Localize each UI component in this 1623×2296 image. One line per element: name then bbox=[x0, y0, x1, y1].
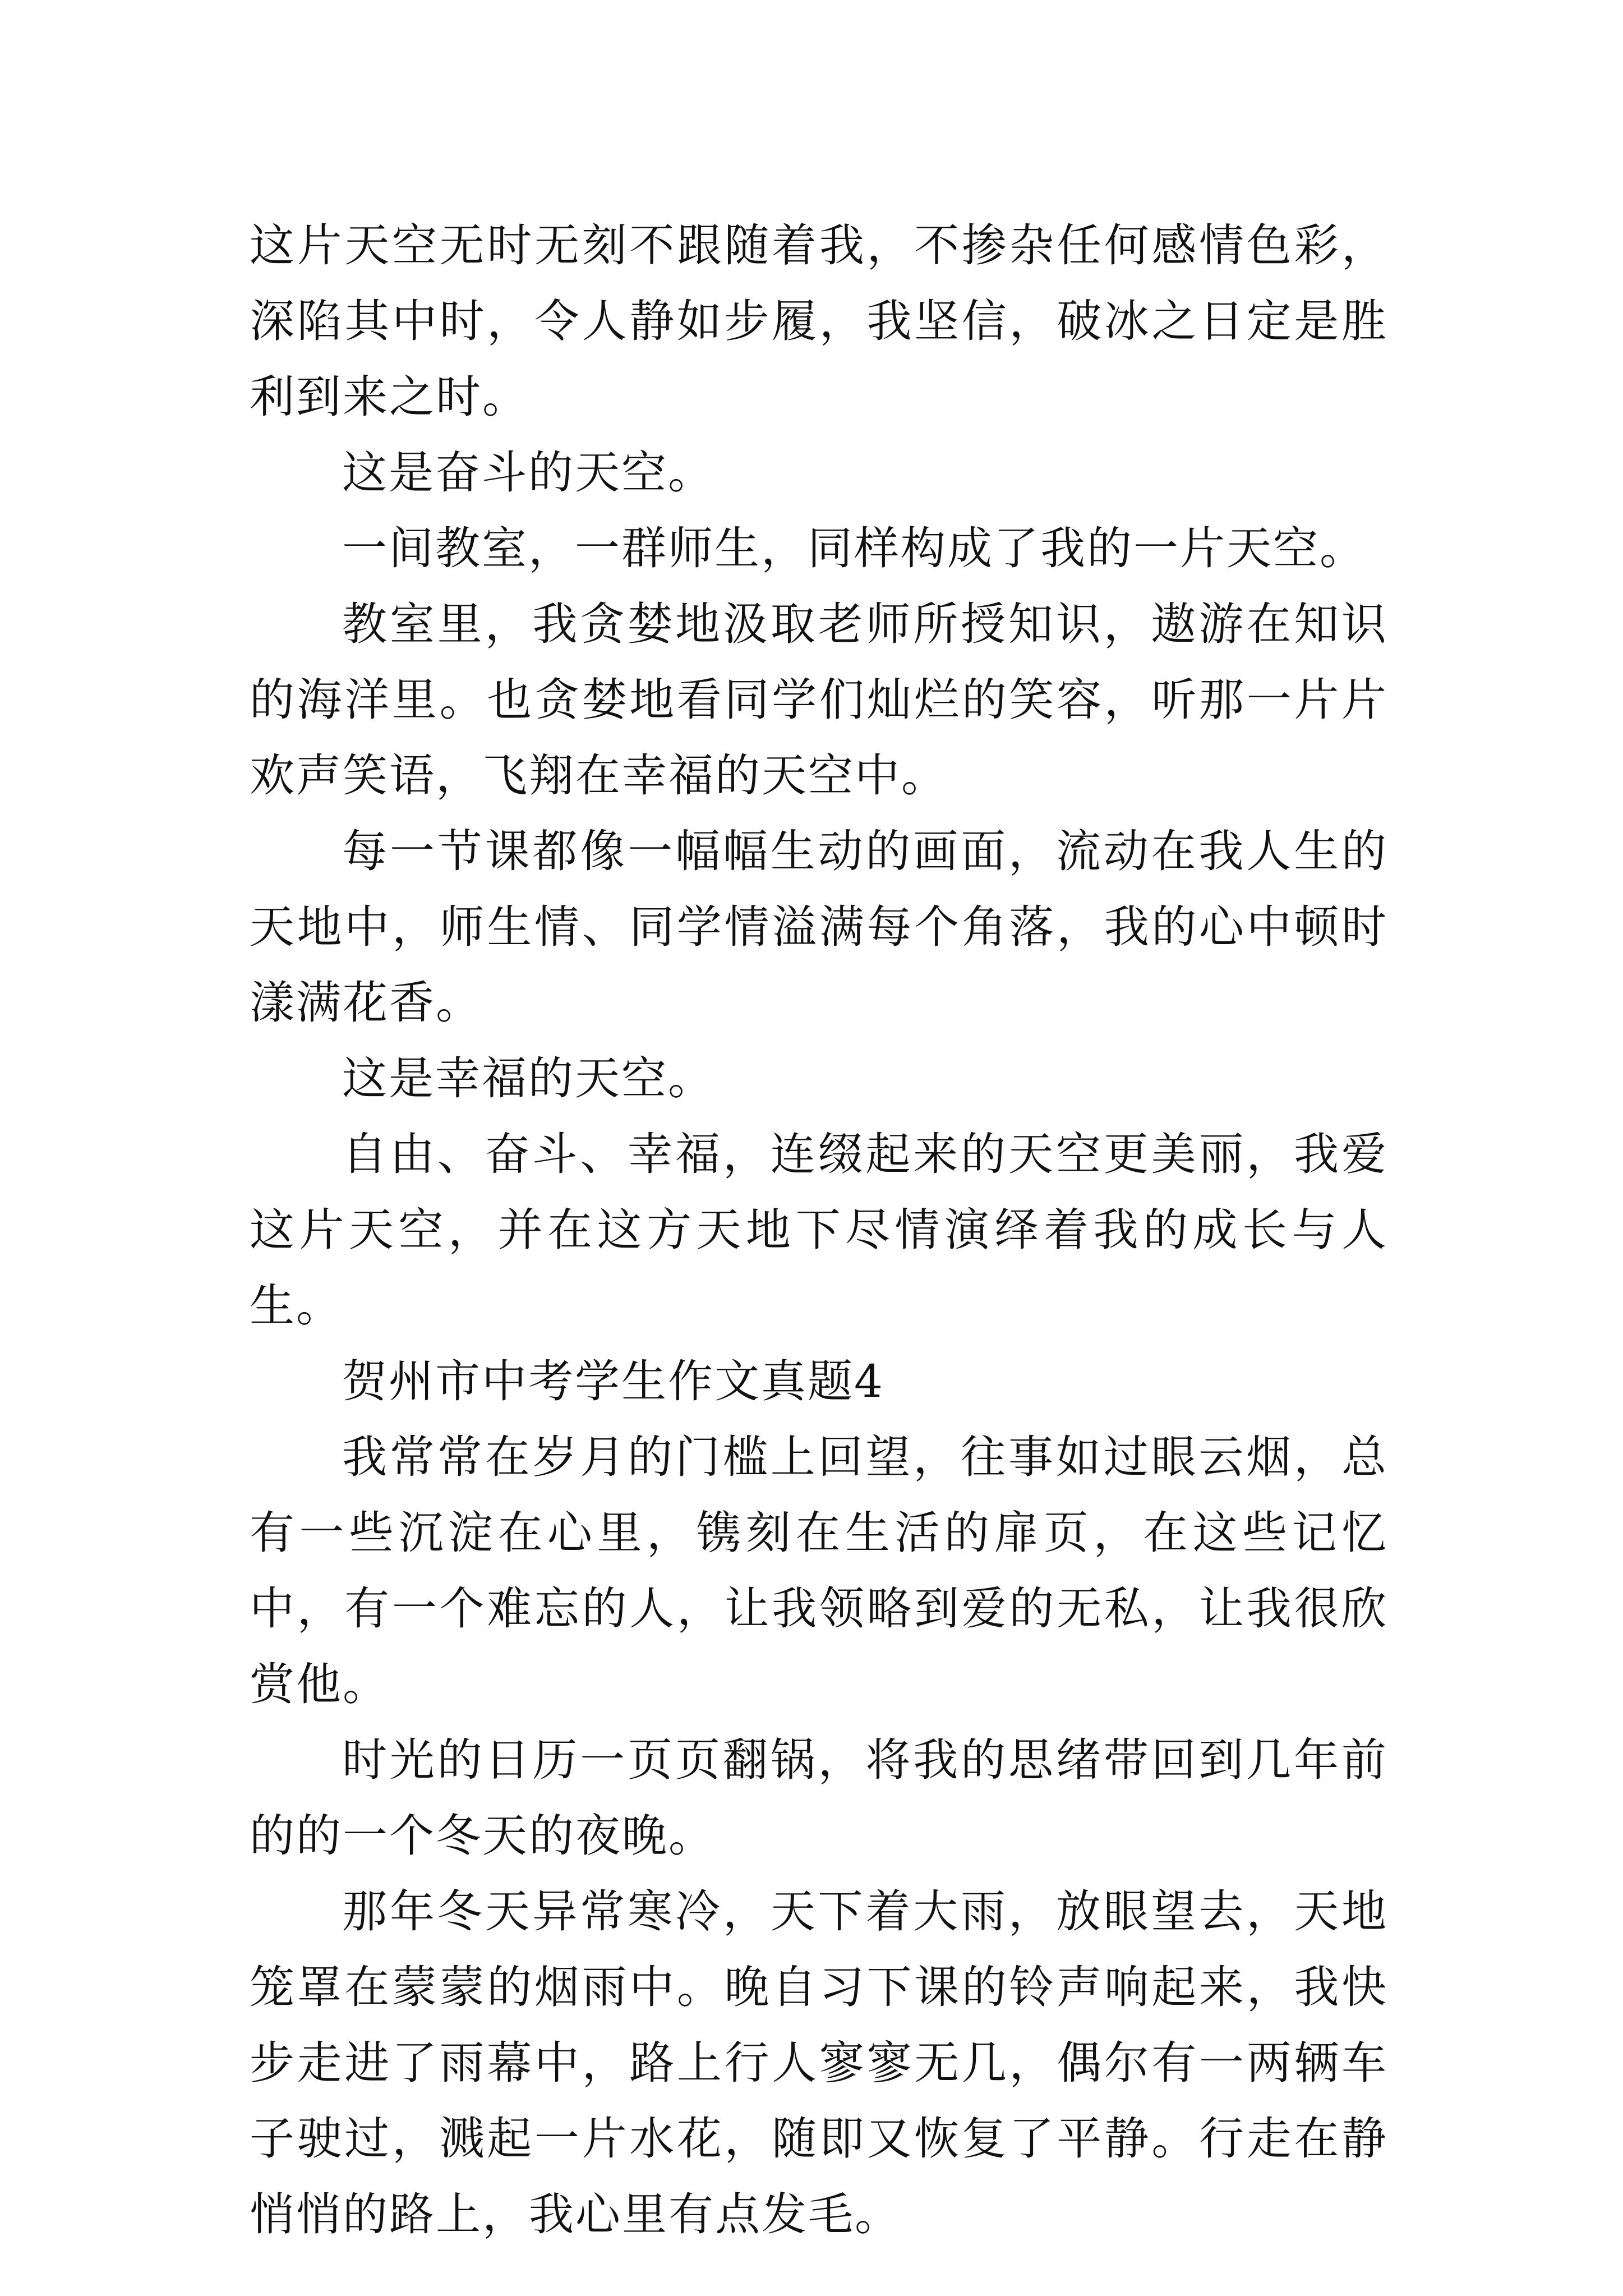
section-heading: 贺州市中考学生作文真题4 bbox=[342, 1355, 884, 1407]
paragraph: 每一节课都像一幅幅生动的画面，流动在我人生的天地中，师生情、同学情溢满每个角落，我的心中顿时漾满花香。 bbox=[250, 825, 1388, 1029]
paragraph: 这片天空无时无刻不跟随着我，不掺杂任何感情色彩，深陷其中时，令人静如步履，我坚信，破冰之日定是胜利到来之时。 bbox=[250, 219, 1388, 423]
document-body bbox=[250, 208, 1388, 2252]
paragraph: 这是奋斗的天空。 bbox=[342, 447, 714, 499]
paragraph: 那年冬天异常寒冷，天下着大雨，放眼望去，天地笼罩在蒙蒙的烟雨中。晚自习下课的铃声响起来，我快步走进了雨幕中，路上行人寥寥无几，偶尔有一两辆车子驶过，溅起一片水花，随即又恢复了平静。行走在静悄悄的路上，我心里有点发毛。 bbox=[250, 1885, 1388, 2240]
paragraph: 自由、奋斗、幸福，连缀起来的天空更美丽，我爱这片天空，并在这方天地下尽情演绎着我的成长与人生。 bbox=[250, 1128, 1388, 1332]
paragraph: 教室里，我贪婪地汲取老师所授知识，遨游在知识的海洋里。也贪婪地看同学们灿烂的笑容，听那一片片欢声笑语，飞翔在幸福的天空中。 bbox=[250, 598, 1388, 802]
paragraph: 我常常在岁月的门槛上回望，往事如过眼云烟，总有一些沉淀在心里，镌刻在生活的扉页，在这些记忆中，有一个难忘的人，让我领略到爱的无私，让我很欣赏他。 bbox=[250, 1431, 1388, 1710]
paragraph: 这是幸福的天空。 bbox=[342, 1052, 714, 1105]
paragraph: 时光的日历一页页翻锅，将我的思绪带回到几年前的的一个冬天的夜晚。 bbox=[250, 1734, 1388, 1862]
paragraph: 一间教室，一群师生，同样构成了我的一片天空。 bbox=[342, 522, 1366, 574]
